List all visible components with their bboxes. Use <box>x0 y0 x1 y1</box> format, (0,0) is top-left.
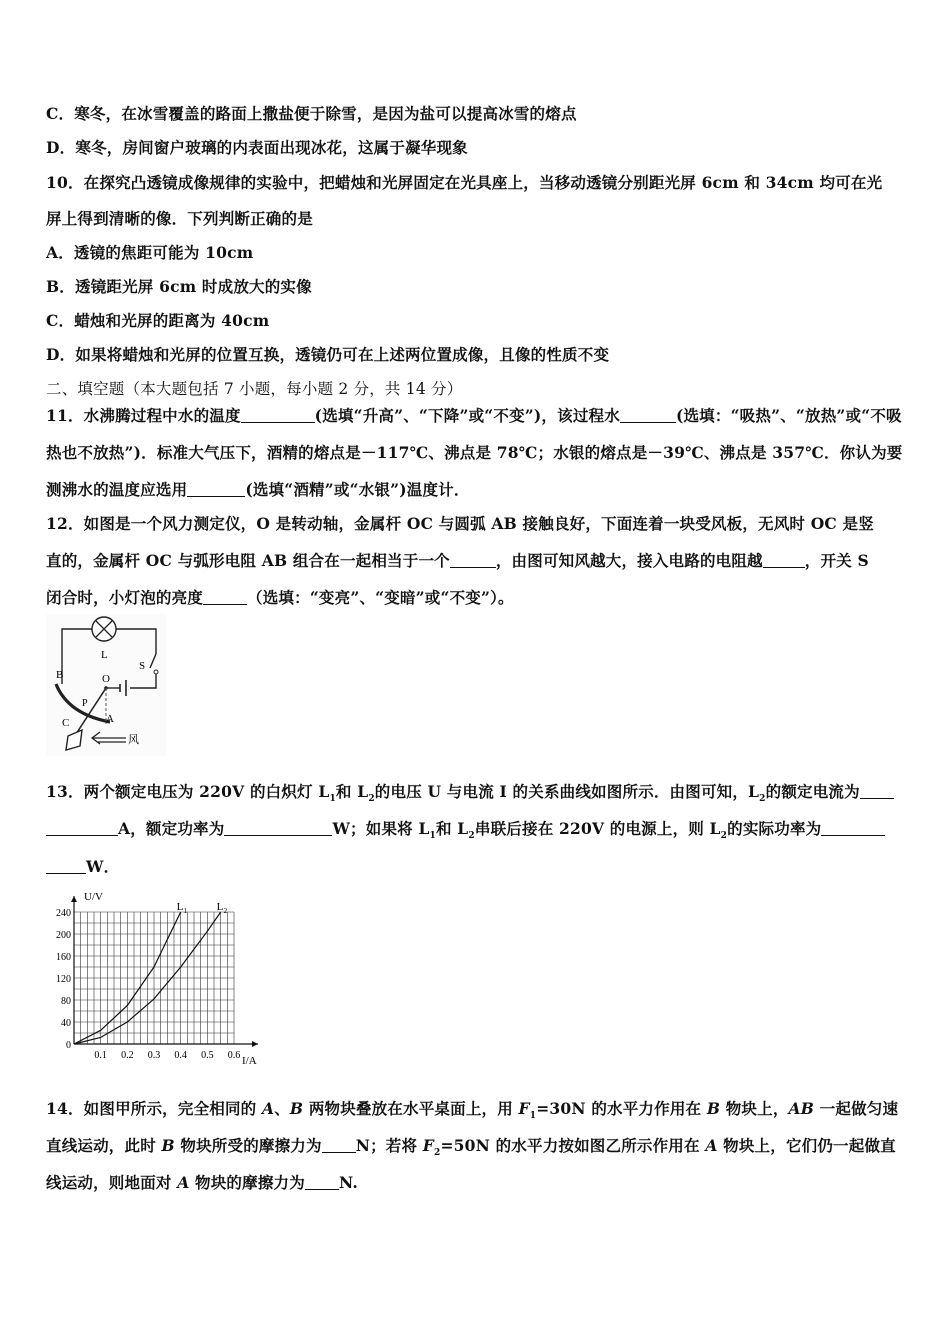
subscript: 2 <box>434 1148 441 1159</box>
answer-blank[interactable] <box>821 820 885 837</box>
label-L: L <box>101 649 108 661</box>
label-O: O <box>102 673 110 685</box>
y-tick-label: 160 <box>56 952 71 963</box>
q14-line2 <box>46 1134 896 1158</box>
y-tick-label: 0 <box>66 1040 71 1051</box>
x-tick-label: 0.6 <box>227 1050 241 1061</box>
y-tick-label: 80 <box>61 996 71 1007</box>
iv-curve-chart <box>44 884 274 1070</box>
q14-text: 物块上， <box>720 1099 789 1118</box>
wind-meter-figure <box>46 614 166 756</box>
q12-text: ，开关 S <box>804 551 869 570</box>
label-A: A <box>106 713 114 725</box>
q11-text: (选填“酒精”或“水银”)温度计． <box>245 480 470 499</box>
q11-text: (选填：“吸热”、“放热”或“不吸 <box>675 406 902 425</box>
q9-option-d: D．寒冬，房间窗户玻璃的内表面出现冰花，这属于凝华现象 <box>46 138 468 157</box>
q14-text: 两物块叠放在水平桌面上，用 <box>303 1099 519 1118</box>
q14-text: N；若将 <box>355 1136 423 1155</box>
q11-text: 测沸水的温度应选用 <box>46 480 188 499</box>
q13-text: 的实际功率为 <box>727 819 822 838</box>
q12-line3 <box>46 586 514 608</box>
q13-text: A，额定功率为 <box>118 819 225 838</box>
label-C: C <box>62 717 70 729</box>
q13-text: 的电压 U 与电流 I 的关系曲线如图所示．由图可知，L <box>374 782 760 801</box>
label-P: P <box>82 698 88 709</box>
answer-blank[interactable] <box>224 820 332 837</box>
section-heading: 二、填空题（本大题包括 7 小题，每小题 2 分，共 14 分） <box>46 380 463 398</box>
q11-line2: 热也不放热”)．标准大气压下，酒精的熔点是－117℃、沸点是 78℃；水银的熔点是－39℃、沸点是 357℃．你认为要 <box>46 443 903 462</box>
q11-text: 11．水沸腾过程中水的温度 <box>46 406 241 425</box>
subscript: 1 <box>529 1111 537 1122</box>
x-tick-label: 0.4 <box>174 1050 187 1061</box>
x-tick-label: 0.2 <box>121 1050 134 1061</box>
x-tick-label: 0.3 <box>147 1050 161 1061</box>
q10-stem-line1: 10．在探究凸透镜成像规律的实验中，把蜡烛和光屏固定在光具座上，当移动透镜分别距光屏 6cm 和 34cm 均可在光 <box>46 173 883 192</box>
label-wind: 风 <box>128 734 139 746</box>
q10-option-b: B．透镜距光屏 6cm 时成放大的实像 <box>46 277 312 296</box>
q14-text: 物块的摩擦力为 <box>189 1173 305 1192</box>
q13-text: 的额定电流为 <box>765 782 860 801</box>
q14-var: B <box>706 1099 721 1118</box>
q13-text: W． <box>86 857 120 876</box>
answer-blank[interactable] <box>305 1174 339 1191</box>
curve-label-sub-l1: 1 <box>183 907 188 915</box>
answer-blank[interactable] <box>241 407 315 424</box>
curve-label-l2: L <box>216 901 224 913</box>
q13-line1 <box>46 780 894 804</box>
answer-blank[interactable] <box>322 1137 356 1154</box>
subscript: 2 <box>720 831 728 842</box>
q9-option-c: C．寒冬，在冰雪覆盖的路面上撒盐便于除雪，是因为盐可以提高冰雪的熔点 <box>46 104 577 123</box>
q14-text: 一起做匀速 <box>814 1099 899 1118</box>
y-axis-arrow <box>71 896 77 902</box>
q14-text: 线运动，则地面对 <box>46 1173 178 1192</box>
q12-line2 <box>46 549 869 571</box>
subscript: 1 <box>329 794 336 805</box>
q14-text: 14．如图甲所示，完全相同的 <box>46 1099 262 1118</box>
q13-text: W；如果将 L <box>332 819 430 838</box>
y-axis-label: U/V <box>84 891 103 903</box>
q14-text: 物块所受的摩擦力为 <box>174 1136 322 1155</box>
y-tick-label: 120 <box>56 974 71 985</box>
q11-text: (选填“升高”、“下降”或“不变”)，该过程水 <box>314 406 620 425</box>
circuit-diagram <box>46 614 166 756</box>
q14-var: A <box>177 1173 190 1192</box>
q14-text: 、 <box>274 1099 290 1118</box>
y-tick-label: 200 <box>56 930 71 941</box>
q12-line1: 12．如图是一个风力测定仪，O 是转动轴，金属杆 OC 与圆弧 AB 接触良好，下面连着一块受风板，无风时 OC 是竖 <box>46 514 874 533</box>
subscript: 1 <box>429 831 437 842</box>
x-tick-label: 0.5 <box>201 1050 214 1061</box>
q13-text: 和 L <box>335 782 369 801</box>
q12-text: 闭合时，小灯泡的亮度 <box>46 588 204 607</box>
y-tick-label: 240 <box>56 908 71 919</box>
q14-var: B <box>161 1136 175 1155</box>
label-S: S <box>139 660 146 672</box>
q10-option-a: A．透镜的焦距可能为 10cm <box>46 243 254 262</box>
q14-var: F <box>422 1136 435 1155</box>
q13-text: 串联后接在 220V 的电源上，则 L <box>474 819 721 838</box>
q11-line1 <box>46 404 902 426</box>
q14-var: B <box>289 1099 304 1118</box>
q12-text: 直的，金属杆 OC 与弧形电阻 AB 组合在一起相当于一个 <box>46 551 450 570</box>
answer-blank[interactable] <box>450 552 496 569</box>
q11-line3 <box>46 478 470 500</box>
q14-line1 <box>46 1097 898 1121</box>
q13-line3 <box>46 855 119 877</box>
q12-text: ，由图可知风越大，接入电路的电阻越 <box>495 551 763 570</box>
chart-svg <box>44 884 274 1070</box>
q14-line3 <box>46 1171 358 1193</box>
q13-text: 和 L <box>436 819 469 838</box>
answer-blank[interactable] <box>620 407 676 424</box>
label-B: B <box>56 669 64 681</box>
y-tick-label: 40 <box>61 1018 71 1029</box>
q14-text: N. <box>338 1173 358 1192</box>
q13-text: 13．两个额定电压为 220V 的白炽灯 L <box>46 782 330 801</box>
answer-blank[interactable] <box>46 820 118 837</box>
q10-option-c: C．蜡烛和光屏的距离为 40cm <box>46 311 270 330</box>
answer-blank[interactable] <box>46 858 86 875</box>
curve-label-l1: L <box>176 901 184 913</box>
curve-label-sub-l2: 2 <box>223 907 228 915</box>
q14-var: F <box>518 1099 530 1118</box>
x-tick-label: 0.1 <box>94 1050 107 1061</box>
q14-var: A <box>705 1136 718 1155</box>
q14-var: A <box>261 1099 275 1118</box>
answer-blank[interactable] <box>763 552 805 569</box>
q10-stem-line2: 屏上得到清晰的像．下列判断正确的是 <box>46 209 313 228</box>
q14-text: 物块上，它们仍一起做直 <box>717 1136 896 1155</box>
q14-text: =30N 的水平力作用在 <box>536 1099 707 1118</box>
subscript: 2 <box>759 794 766 805</box>
q14-var: AB <box>788 1099 815 1118</box>
q14-text: 直线运动，此时 <box>46 1136 162 1155</box>
answer-blank[interactable] <box>203 589 247 606</box>
q12-text: （选填：“变亮”、“变暗”或“不变”）。 <box>247 588 514 607</box>
subscript: 2 <box>468 831 475 842</box>
q14-text: =50N 的水平力按如图乙所示作用在 <box>440 1136 706 1155</box>
answer-blank[interactable] <box>187 481 245 498</box>
switch-contact <box>154 670 158 674</box>
x-axis-arrow <box>252 1041 258 1047</box>
q13-line2 <box>46 817 885 841</box>
x-axis-label: I/A <box>242 1055 257 1067</box>
subscript: 2 <box>368 794 375 805</box>
q10-option-d: D．如果将蜡烛和光屏的位置互换，透镜仍可在上述两位置成像，且像的性质不变 <box>46 345 610 364</box>
answer-blank[interactable] <box>860 783 894 800</box>
